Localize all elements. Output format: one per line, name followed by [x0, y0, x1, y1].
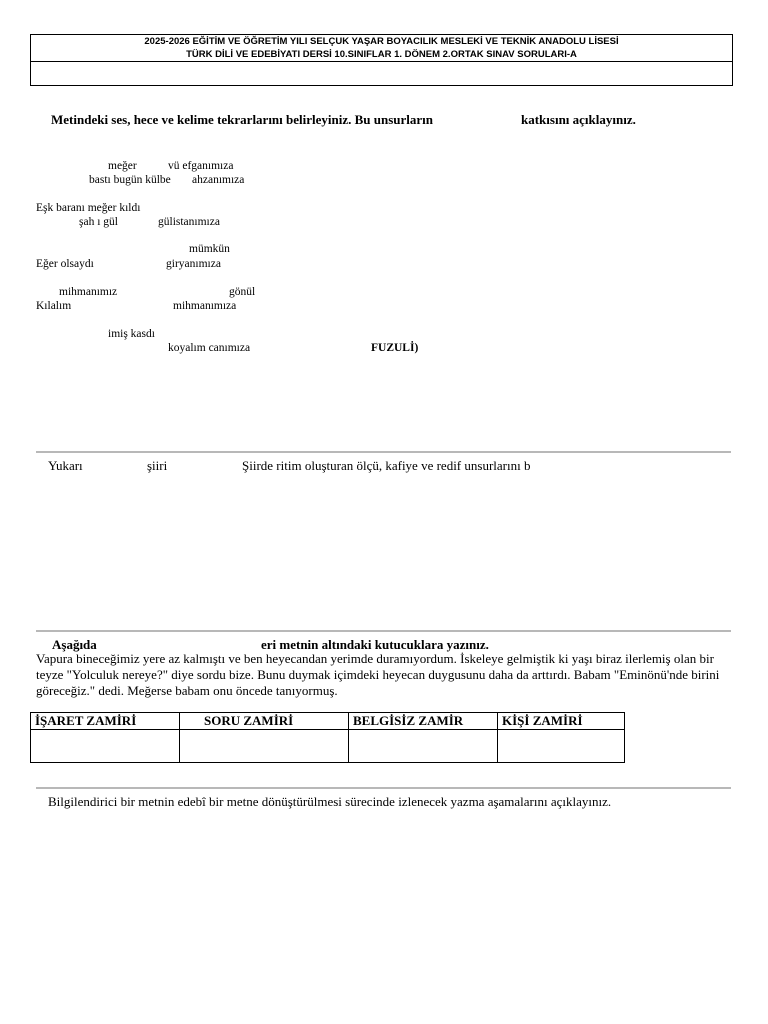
poem-word: giryanımıza	[166, 258, 221, 270]
poem-word: Eğer olsaydı	[36, 258, 94, 270]
answer-cell-belgisiz[interactable]	[349, 730, 498, 763]
question2-text-b: şiiri	[147, 458, 168, 473]
poem-word: gülistanımıza	[158, 216, 220, 228]
pronoun-table-header-row	[31, 713, 625, 730]
section-divider	[36, 451, 731, 453]
question1-text-a: Metindeki ses, hece ve kelime tekrarlarını belirleyiniz. Bu unsurların	[51, 112, 434, 127]
question2-text-a: Yukarı	[48, 458, 83, 473]
poem-word: Eşk baranı meğer kıldı	[36, 202, 141, 214]
pronoun-table	[30, 712, 625, 763]
poem-word: mihmanımız	[59, 286, 118, 298]
poem-word: şah ı gül	[79, 216, 118, 228]
question4-text: Bilgilendirici bir metnin edebî bir metne dönüştürülmesi sürecinde izlenecek yazma aşamalarını açıklayınız.	[48, 794, 612, 809]
question2-text-c: Şiirde ritim oluşturan ölçü, kafiye ve redif unsurlarını b	[242, 458, 531, 473]
header-isaret-zamiri: İŞARET ZAMİRİ	[31, 713, 180, 730]
exam-header	[30, 34, 733, 86]
poem-word: vü efganımıza	[168, 160, 234, 172]
answer-cell-isaret[interactable]	[31, 730, 180, 763]
question1-text-b: katkısını açıklayınız.	[521, 112, 636, 127]
section-divider	[36, 630, 731, 632]
poem-word: bastı bugün külbe	[89, 174, 171, 186]
exam-title-line1: 2025-2026 EĞİTİM VE ÖĞRETİM YILI SELÇUK YAŞAR BOYACILIK MESLEKİ VE TEKNİK ANADOLU LİSESİ	[144, 36, 619, 47]
header-belgisiz-zamir: BELGİSİZ ZAMİR	[349, 713, 498, 730]
answer-cell-soru[interactable]	[180, 730, 349, 763]
section-divider	[36, 787, 731, 789]
poem-author: FUZULİ)	[371, 342, 419, 354]
poem-word: mihmanımıza	[173, 300, 237, 312]
question3-passage: Vapura bineceğimiz yere az kalmıştı ve ben heyecandan yerimde duramıyordum. İskeleye gelmiştik ki yaşı biraz ilerlemiş olan bir teyze "Yolculuk nereye?" diye sordu bize. Bunu duymak içimdeki heyecan duygusunu daha da arttırdı. Babam "Eminönü'nde birini göreceğiz." dedi. Meğerse babam onu öncede tanıyormuş.	[36, 651, 720, 698]
question3-text-b: eri metnin altındaki kutucuklara yazınız.	[261, 637, 489, 652]
poem-word: Kılalım	[36, 300, 72, 312]
question3-text-a: Aşağıda	[52, 637, 97, 652]
answer-cell-kisi[interactable]	[498, 730, 625, 763]
poem-word: meğer	[108, 160, 137, 172]
header-soru-zamiri: SORU ZAMİRİ	[180, 713, 349, 730]
pronoun-table-answer-row	[31, 730, 625, 763]
header-kisi-zamiri: KİŞİ ZAMİRİ	[498, 713, 625, 730]
exam-title-line2: TÜRK DİLİ VE EDEBİYATI DERSİ 10.SINIFLAR 1. DÖNEM 2.ORTAK SINAV SORULARI-A	[186, 48, 577, 60]
poem-word: gönül	[229, 286, 256, 298]
poem-word: koyalım canımıza	[168, 342, 251, 354]
exam-title	[31, 35, 732, 62]
poem-word: mümkün	[189, 243, 230, 255]
poem-word: imiş kasdı	[108, 328, 155, 340]
poem-word: ahzanımıza	[192, 174, 245, 186]
